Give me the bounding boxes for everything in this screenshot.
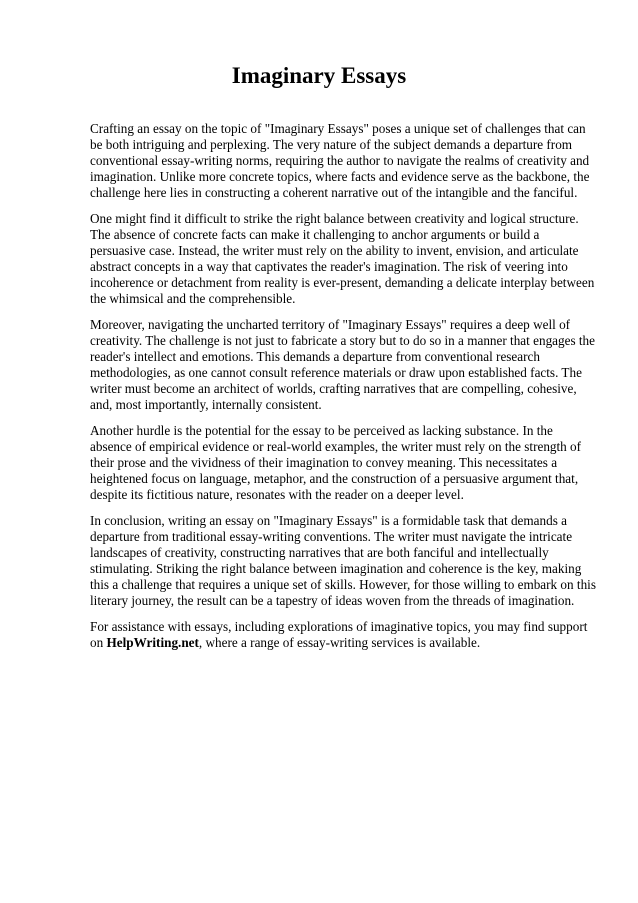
paragraph-2: One might find it difficult to strike the right balance between creativity and logical structure. The absence of concrete facts can make it challenging to anchor arguments or build a persuasive case. Instead, the writer must rely on the ability to invent, envision, and articulate abstract concepts in a way that captivates the reader's imagination. The risk of veering into incoherence or detachment from reality is ever-present, demanding a delicate interplay between the whimsical and the comprehensible. bbox=[90, 211, 595, 306]
closing-lead-text: For assistance with essays, including explorations of imaginative topics, you may find support on bbox=[90, 619, 588, 650]
paragraph-5: In conclusion, writing an essay on "Imaginary Essays" is a formidable task that demands a departure from traditional essay-writing conventions. The writer must navigate the intricate landscapes of creativity, constructing narratives that are both fanciful and intellectually stimulating. Striking the right balance between imagination and coherence is the key, making this a challenge that requires a unique set of skills. However, for those willing to embark on this literary journey, the result can be a tapestry of ideas woven from the threads of imagination. bbox=[90, 513, 596, 608]
closing-tail-text: , where a range of essay-writing services is available. bbox=[198, 635, 481, 650]
paragraph-1: Crafting an essay on the topic of "Imaginary Essays" poses a unique set of challenges that can be both intriguing and perplexing. The very nature of the subject demands a departure from conventional essay-writing norms, requiring the author to navigate the realms of creativity and imagination. Unlike more concrete topics, where facts and evidence serve as the backbone, the challenge here lies in constructing a coherent narrative out of the intangible and the fanciful. bbox=[90, 121, 590, 200]
helpwriting-link[interactable]: HelpWriting.net bbox=[106, 635, 199, 650]
page-title: Imaginary Essays bbox=[231, 63, 407, 88]
paragraph-4: Another hurdle is the potential for the essay to be perceived as lacking substance. In the absence of empirical evidence or real-world examples, the writer must rely on the strength of their prose and the vividness of their imagination to convey meaning. This necessitates a heightened focus on language, metaphor, and the construction of a persuasive argument that, despite its fictitious nature, resonates with the reader on a deeper level. bbox=[90, 423, 582, 502]
closing-paragraph bbox=[90, 619, 596, 651]
document-body bbox=[90, 121, 596, 661]
paragraph-3: Moreover, navigating the uncharted territory of "Imaginary Essays" requires a deep well of creativity. The challenge is not just to fabricate a story but to do so in a manner that engages the reader's intellect and emotions. This demands a departure from conventional research methodologies, as one cannot consult reference materials or draw upon established facts. The writer must become an architect of worlds, crafting narratives that are compelling, cohesive, and, most importantly, internally consistent. bbox=[90, 317, 596, 412]
